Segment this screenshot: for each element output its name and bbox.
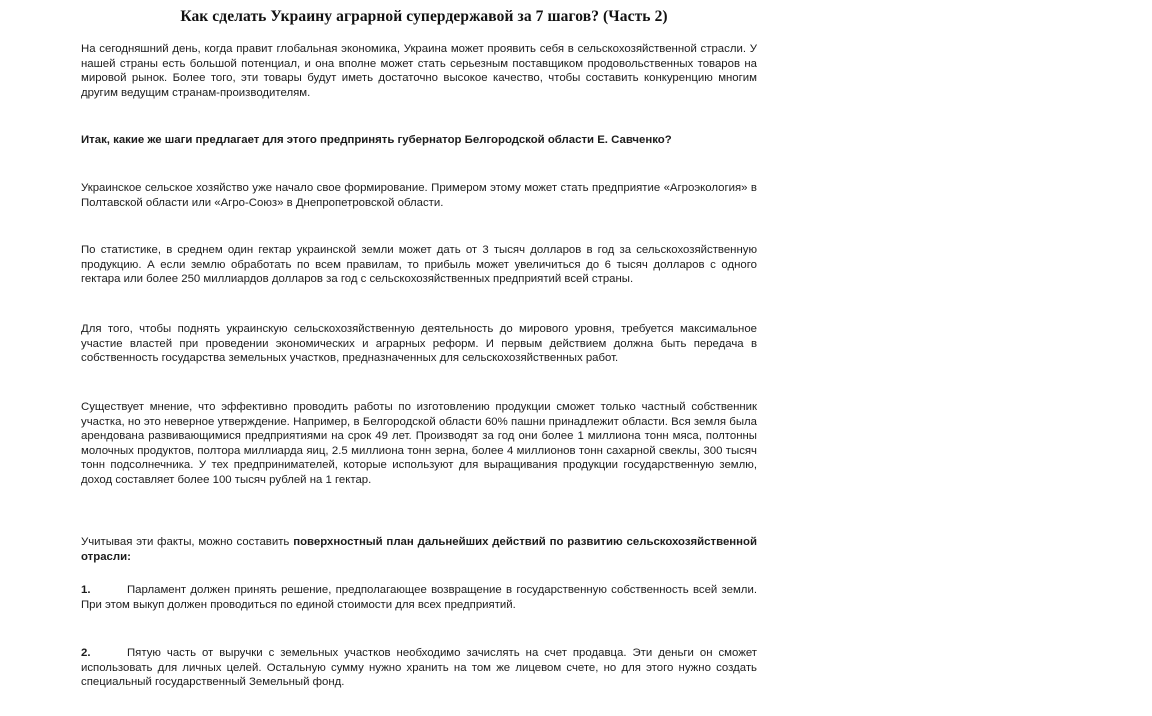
paragraph-examples: Украинское сельское хозяйство уже начало свое формирование. Примером этому может стать предприятие «Агроэкология» в Полтавской области или «Агро-Союз» в Днепропетровской области. [81, 182, 757, 209]
list-text-1: Парламент должен принять решение, предполагающее возвращение в государственную собственность всей земли. При этом выкуп должен проводиться по единой стоимости для всех предприятий. [81, 584, 757, 611]
list-number-2: 2. [81, 647, 91, 659]
list-number-1: 1. [81, 584, 91, 596]
list-text-2: Пятую часть от выручки с земельных участков необходимо зачислять на счет продавца. Эти деньги он сможет использовать для личных целей. Остальную сумму нужно хранить на том же лицевом счете, но для этого нужно создать специальный государственный Земельный фонд. [81, 647, 757, 689]
plan-intro-text: Учитывая эти факты, можно составить [81, 536, 294, 548]
document-page [81, 0, 757, 689]
paragraph-statistics: По статистике, в среднем один гектар украинской земли может дать от 3 тысяч долларов в год за сельскохозяйственную продукцию. А если землю обработать по всем правилам, то прибыль может увеличиться до 6 тысяч долларов с одного гектара или более 250 миллиардов долларов за год с сельскохозяйственных предприятий всей страны. [81, 244, 757, 286]
paragraph-belgorod: Существует мнение, что эффективно проводить работы по изготовлению продукции сможет только частный собственник участка, но это неверное утверждение. Например, в Белгородской области 60% пашни принадлежит области. Вся земля была арендована развивающимися предприятиями на срок 49 лет. Производят за год они более 1 миллиона тонн мяса, полтонны молочных продуктов, полтора миллиарда яиц, 2.5 миллиона тонн зерна, более 4 миллионов тонн сахарной свеклы, 300 тысяч тонн подсолнечника. У тех предпринимателей, которые используют для выращивания продукции государственную землю, доход составляет более 100 тысяч рублей на 1 гектар. [81, 401, 757, 486]
list-item-2 [81, 646, 757, 690]
plan-intro-bold: поверхностный план дальнейших действий по развитию сельскохозяйственной отрасли: [81, 536, 757, 563]
paragraph-intro: На сегодняшний день, когда правит глобальная экономика, Украина может проявить себя в сельскохозяйственной страсли. У нашей страны есть большой потенциал, и она вполне может стать серьезным поставщиком продовольственных товаров на мировой рынок. Более того, эти товары будут иметь достаточно высокое качество, чтобы составить конкуренцию многим другим ведущим странам-производителям. [81, 43, 757, 99]
paragraph-plan-intro [81, 535, 757, 564]
paragraph-question: Итак, какие же шаги предлагает для этого предпринять губернатор Белгородской области Е. Савченко? [81, 134, 672, 146]
list-item-1 [81, 583, 757, 612]
document-title: Как сделать Украину аграрной супердержавой за 7 шагов? (Часть 2) [180, 8, 668, 25]
paragraph-reforms: Для того, чтобы поднять украинскую сельскохозяйственную деятельность до мирового уровня, требуется максимальное участие властей при проведении экономических и аграрных реформ. И первым действием должна быть передача в собственность государства земельных участков, предназначенных для сельскохозяйственных работ. [81, 323, 757, 365]
